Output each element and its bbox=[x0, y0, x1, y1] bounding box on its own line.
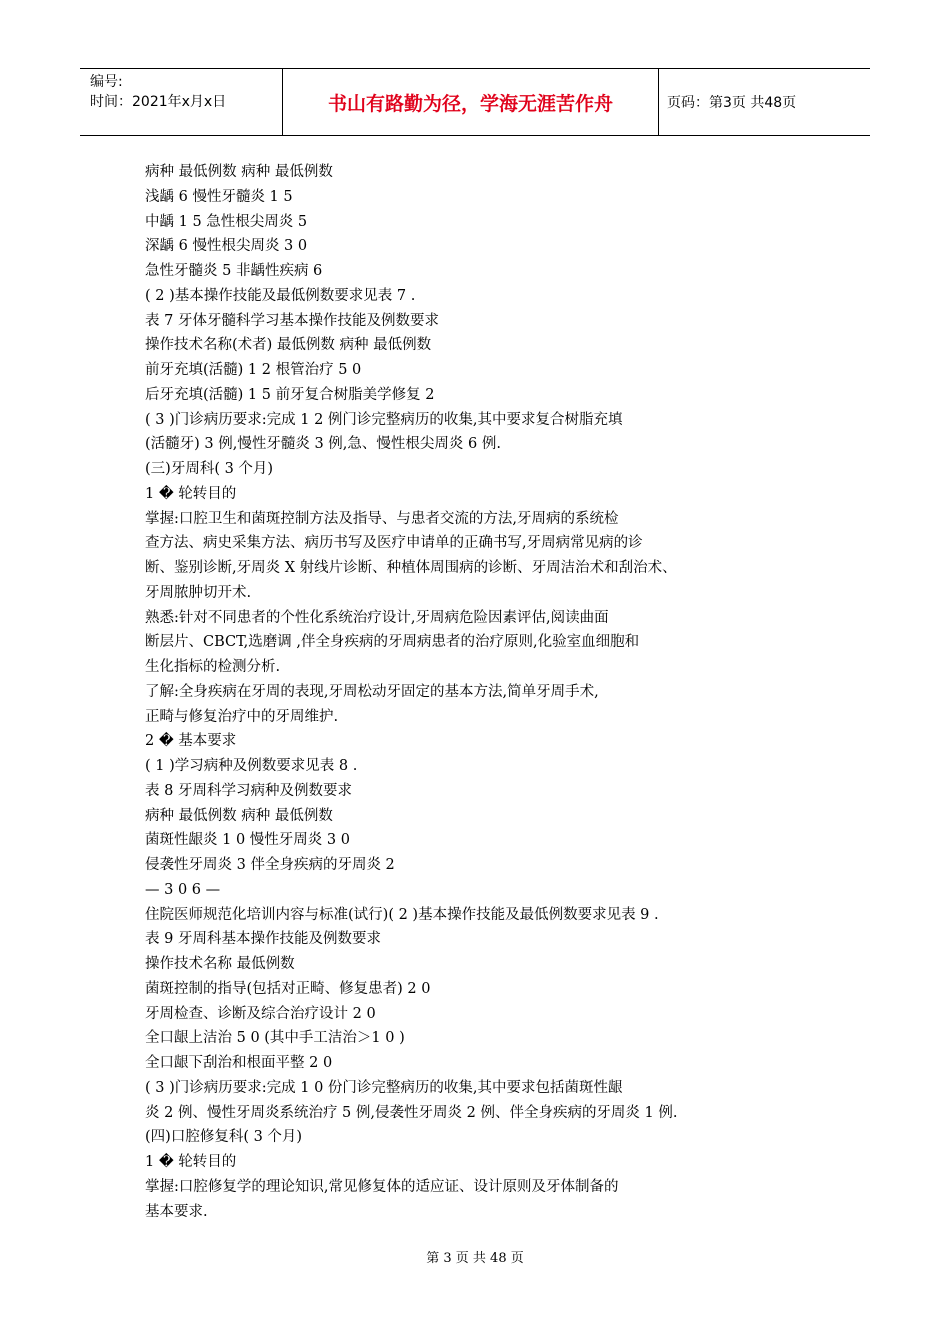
text-line: 基本要求. bbox=[145, 1203, 208, 1220]
text-line: 前牙充填(活髓) 1 2 根管治疗 5 0 bbox=[145, 362, 362, 378]
text-line: 掌握:口腔修复学的理论知识,常见修复体的适应证、设计原则及牙体制备的 bbox=[145, 1178, 619, 1195]
header-meta bbox=[80, 69, 282, 135]
text-line: ( 1 )学习病种及例数要求见表 8 . bbox=[145, 758, 358, 774]
text-line: ( 3 )门诊病历要求:完成 1 0 份门诊完整病历的收集,其中要求包括菌斑性龈 bbox=[145, 1079, 623, 1096]
text-line: (活髓牙) 3 例,慢性牙髓炎 3 例,急、慢性根尖周炎 6 例. bbox=[145, 436, 501, 453]
text-line: 表 7 牙体牙髓科学习基本操作技能及例数要求 bbox=[145, 312, 439, 329]
text-line: ( 3 )门诊病历要求:完成 1 2 例门诊完整病历的收集,其中要求复合树脂充填 bbox=[145, 411, 623, 428]
text-line: 掌握:口腔卫生和菌斑控制方法及指导、与患者交流的方法,牙周病的系统检 bbox=[145, 510, 619, 527]
text-line: 熟悉:针对不同患者的个性化系统治疗设计,牙周病危险因素评估,阅读曲面 bbox=[145, 609, 609, 626]
text-line: 炎 2 例、慢性牙周炎系统治疗 5 例,侵袭性牙周炎 2 例、伴全身疾病的牙周炎 1 例. bbox=[145, 1104, 678, 1121]
text-line: 侵袭性牙周炎 3 伴全身疾病的牙周炎 2 bbox=[145, 857, 395, 873]
text-line: 操作技术名称 最低例数 bbox=[145, 956, 295, 972]
text-line: 菌斑控制的指导(包括对正畸、修复患者) 2 0 bbox=[145, 980, 431, 997]
text-line: 中龋 1 5 急性根尖周炎 5 bbox=[145, 213, 308, 230]
page-header bbox=[80, 68, 870, 136]
header-page-indicator: 页码：第3页 共48页 bbox=[667, 95, 797, 111]
text-line: — 3 0 6 — bbox=[145, 881, 221, 898]
text-line: 2 � 基本要求 bbox=[145, 733, 237, 750]
text-line: 1 � 轮转目的 bbox=[145, 485, 237, 502]
text-line: (四)口腔修复科( 3 个月) bbox=[145, 1129, 303, 1146]
text-line: 深龋 6 慢性根尖周炎 3 0 bbox=[145, 238, 308, 255]
header-motto: 书山有路勤为径，学海无涯苦作舟 bbox=[282, 69, 659, 135]
text-line: 牙周检查、诊断及综合治疗设计 2 0 bbox=[145, 1005, 376, 1022]
document-date: 时间：2021年x月x日 bbox=[90, 94, 227, 110]
text-line: 1 � 轮转目的 bbox=[145, 1154, 237, 1170]
text-line: 正畸与修复治疗中的牙周维护. bbox=[145, 708, 339, 725]
text-line: 断层片、CBCT,选磨调 ,伴全身疾病的牙周病患者的治疗原则,化验室血细胞和 bbox=[145, 634, 640, 651]
text-line: 操作技术名称(术者) 最低例数 病种 最低例数 bbox=[145, 337, 432, 354]
text-line: ( 2 )基本操作技能及最低例数要求见表 7 . bbox=[145, 287, 416, 304]
text-line: 了解:全身疾病在牙周的表现,牙周松动牙固定的基本方法,简单牙周手术, bbox=[145, 683, 599, 700]
document-body bbox=[145, 160, 785, 1224]
text-line: 浅龋 6 慢性牙髓炎 1 5 bbox=[145, 188, 293, 205]
text-line: 病种 最低例数 病种 最低例数 bbox=[145, 164, 333, 180]
text-line: 全口龈下刮治和根面平整 2 0 bbox=[145, 1055, 333, 1071]
text-line: 病种 最低例数 病种 最低例数 bbox=[145, 807, 333, 824]
text-line: 表 8 牙周科学习病种及例数要求 bbox=[145, 782, 352, 799]
text-line: 表 9 牙周科基本操作技能及例数要求 bbox=[145, 931, 381, 948]
page-footer: 第 3 页 共 48 页 bbox=[426, 1251, 524, 1266]
text-line: 急性牙髓炎 5 非龋性疾病 6 bbox=[145, 263, 323, 279]
text-line: 断、鉴别诊断,牙周炎 X 射线片诊断、种植体周围病的诊断、牙周洁治术和刮治术、 bbox=[145, 560, 677, 576]
text-line: 生化指标的检测分析. bbox=[145, 659, 281, 675]
text-line: 住院医师规范化培训内容与标准(试行)( 2 )基本操作技能及最低例数要求见表 9 . bbox=[145, 906, 659, 923]
text-line: 查方法、病史采集方法、病历书写及医疗申请单的正确书写,牙周病常见病的诊 bbox=[145, 535, 643, 552]
text-line: (三)牙周科( 3 个月) bbox=[145, 461, 274, 477]
text-line: 牙周脓肿切开术. bbox=[145, 584, 252, 601]
text-line: 全口龈上洁治 5 0 (其中手工洁治＞1 0 ) bbox=[145, 1030, 405, 1047]
text-line: 后牙充填(活髓) 1 5 前牙复合树脂美学修复 2 bbox=[145, 386, 435, 403]
document-number-label: 编号: bbox=[90, 74, 123, 90]
text-line: 菌斑性龈炎 1 0 慢性牙周炎 3 0 bbox=[145, 832, 350, 849]
